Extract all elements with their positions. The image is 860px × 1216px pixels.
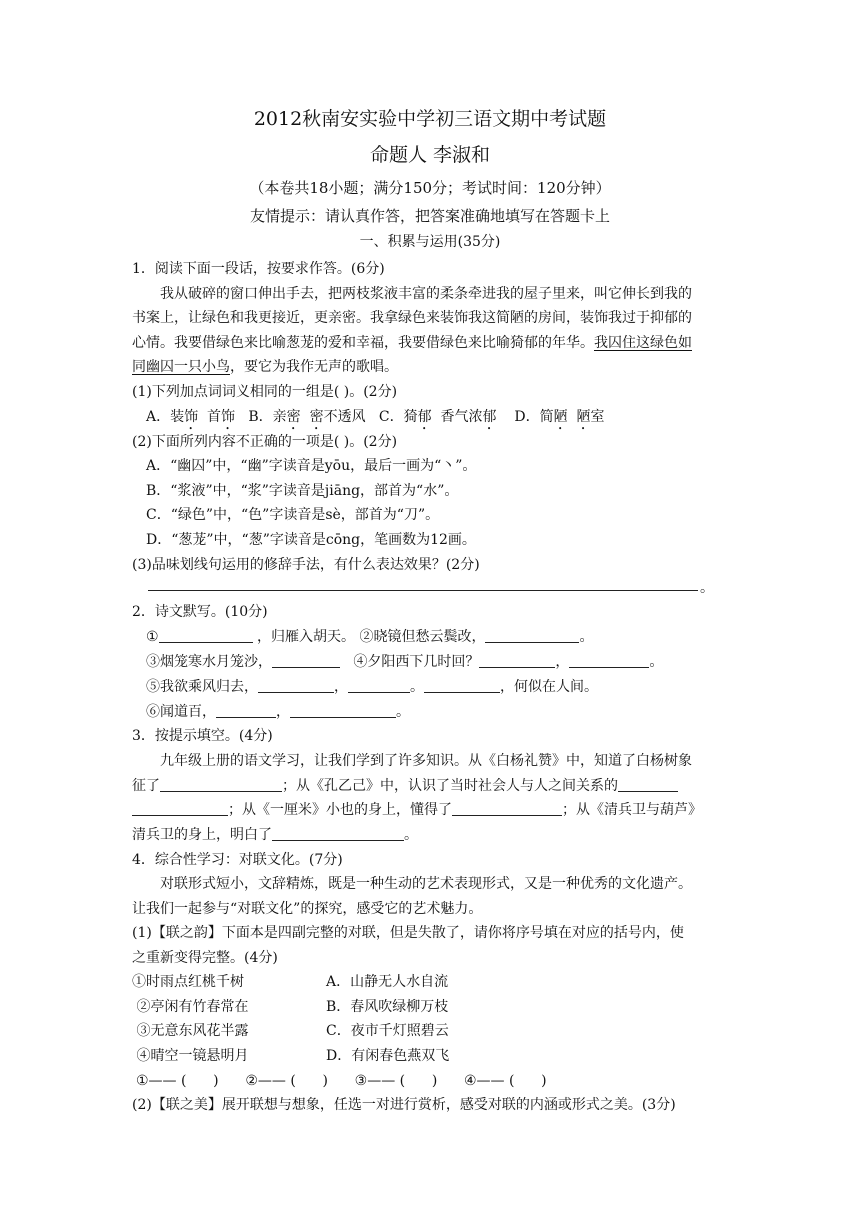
underlined-sentence: 我囚住这绿色如: [594, 335, 692, 351]
couplet-lower: A．山静无人水自流: [326, 974, 449, 990]
q1-stem: 1．阅读下面一段话，按要求作答。(6分): [132, 261, 385, 277]
fill-blank[interactable]: [258, 677, 334, 693]
fill-blank[interactable]: [132, 800, 228, 816]
q1-sub2-option: B．“浆液”中，“浆”字读音是jiāng，部首为“水”。: [146, 483, 459, 499]
fill-blank[interactable]: [272, 825, 404, 841]
exam-info: （本卷共18小题；满分150分；考试时间：120分钟）: [249, 179, 611, 197]
underlined-sentence: 同幽囚一只小鸟: [132, 359, 230, 375]
fill-blank[interactable]: [348, 677, 410, 693]
q3-line: 征了 ；从《孔乙己》中，认识了当时社会人与人之间关系的: [132, 776, 678, 796]
poem-line: ⑤我欲乘风归去， ， 。 ，何似在人间。: [146, 679, 598, 695]
fill-blank[interactable]: [216, 702, 276, 718]
fill-blank[interactable]: [452, 800, 562, 816]
couplet-upper: ①时雨点红桃千树: [132, 974, 244, 990]
match-answers[interactable]: ①—— ( ) ②—— ( ) ③—— ( ) ④—— ( ): [136, 1073, 547, 1089]
answer-line-end: 。: [700, 580, 714, 596]
q1-sub2: (2)下面所列内容不正确的一项是( )。(2分): [132, 434, 398, 450]
q1-sub3: (3)品味划线句运用的修辞手法，有什么表达效果？(2分): [132, 557, 480, 573]
q1-passage-line: 心情。我要借绿色来比喻葱茏的爱和幸福，我要借绿色来比喻猗郁的年华。我囚住这绿色如: [132, 335, 692, 351]
q1-passage-line: 书案上，让绿色和我更接近，更亲密。我拿绿色来装饰我这简陋的房间，装饰我过于抑郁的: [132, 310, 692, 326]
q3-line: 清兵卫的身上，明白了 。: [132, 827, 418, 843]
fill-blank[interactable]: [618, 776, 678, 792]
couplet-upper: ④晴空一镜悬明月: [132, 1048, 249, 1064]
q3-stem: 3．按提示填空。(4分): [132, 728, 273, 744]
poem-line: ① ，归雁入胡天。 ②晓镜但愁云鬓改， 。: [146, 629, 594, 645]
q2-stem: 2．诗文默写。(10分): [132, 604, 268, 620]
section-heading: 一、积累与运用(35分): [359, 234, 501, 250]
couplet-lower: D．有闲春色燕双飞: [326, 1048, 450, 1064]
fill-blank[interactable]: [290, 702, 396, 718]
q1-passage-line: 我从破碎的窗口伸出手去，把两枝浆液丰富的柔条牵进我的屋子里来，叫它伸长到我的: [160, 286, 692, 302]
q1-sub2-option: C．“绿色”中，“色”字读音是sè，部首为“刀”。: [146, 507, 440, 523]
fill-blank[interactable]: [160, 776, 282, 792]
couplet-lower: B．春风吹绿柳万枝: [326, 999, 449, 1015]
q4-stem: 4．综合性学习：对联文化。(7分): [132, 852, 343, 868]
q4-sub1: (1)【联之韵】下面本是四副完整的对联，但是失散了，请你将序号填在对应的括号内，使: [132, 925, 684, 941]
q4-sub2: (2)【联之美】展开联想与想象，任选一对进行赏析，感受对联的内涵或形式之美。(3分): [132, 1097, 676, 1113]
couplet-upper: ③无意东风花半露: [132, 1023, 249, 1039]
fill-blank[interactable]: [569, 652, 649, 668]
fill-blank[interactable]: [424, 677, 500, 693]
fill-blank[interactable]: [479, 652, 555, 668]
q1-sub1-options: A．装饰 首饰 B．亲密 密不透风 C．猗郁 香气浓郁 D．简陋 陋室: [146, 409, 605, 425]
exam-author: 命题人 李淑和: [369, 144, 491, 166]
q1-sub2-option: D．“葱茏”中，“葱”字读音是cōng，笔画数为12画。: [146, 532, 476, 548]
poem-line: ⑥闻道百， ， 。: [146, 704, 410, 720]
q3-line: ；从《一厘米》小也的身上，懂得了 ；从《清兵卫与葫芦》: [132, 800, 702, 820]
answer-line[interactable]: [148, 590, 698, 591]
q1-sub1: (1)下列加点词词义相同的一组是( )。(2分): [132, 384, 398, 400]
couplet-upper: ②亭闲有竹春常在: [132, 999, 249, 1015]
fill-blank[interactable]: [159, 627, 253, 643]
q4-line: 对联形式短小，文辞精炼，既是一种生动的艺术表现形式，又是一种优秀的文化遗产。: [160, 876, 692, 892]
fill-blank[interactable]: [272, 652, 340, 668]
couplet-lower: C．夜市千灯照碧云: [326, 1023, 449, 1039]
fill-blank[interactable]: [485, 627, 579, 643]
q3-line: 九年级上册的语文学习，让我们学到了许多知识。从《白杨礼赞》中，知道了白杨树象: [160, 753, 692, 769]
exam-title: 2012秋南安实验中学初三语文期中考试题: [253, 108, 607, 130]
q4-line: 让我们一起参与“对联文化”的探究，感受它的艺术魅力。: [132, 901, 483, 917]
q1-passage-line: 同幽囚一只小鸟，要它为我作无声的歌唱。: [132, 359, 398, 375]
q1-sub2-option: A．“幽囚”中，“幽”字读音是yōu，最后一画为“丶”。: [146, 458, 477, 474]
exam-tip: 友情提示：请认真作答，把答案准确地填写在答题卡上: [249, 207, 610, 225]
poem-line: ③烟笼寒水月笼沙， ④夕阳西下几时回？ ， 。: [146, 654, 664, 670]
q4-sub1: 之重新变得完整。(4分): [132, 950, 278, 966]
